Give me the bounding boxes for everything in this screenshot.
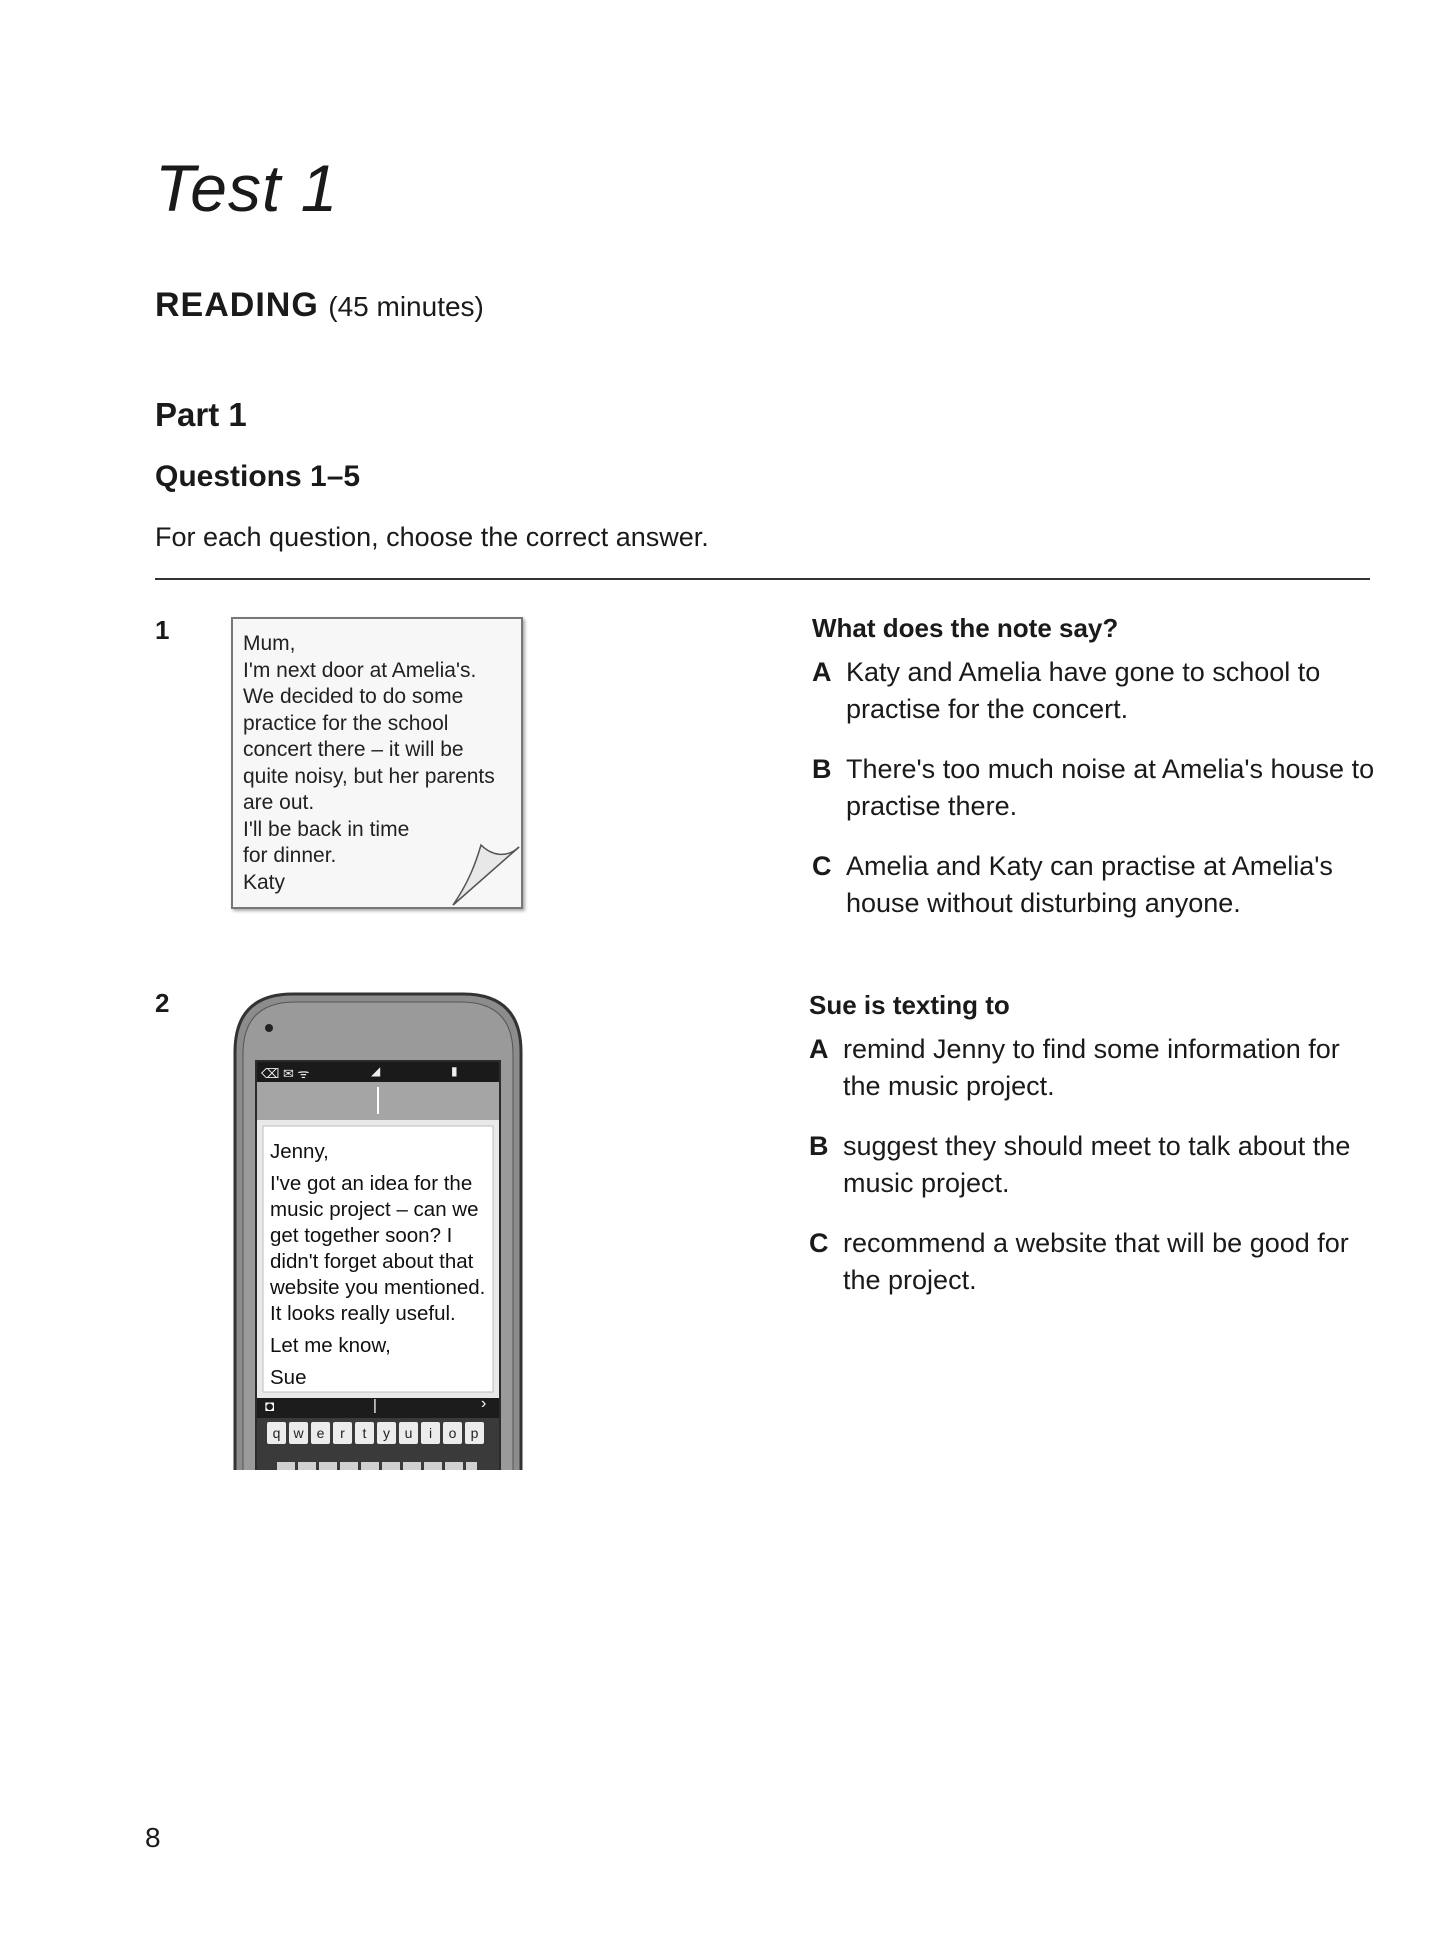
- text-message: [270, 1139, 485, 1391]
- message-line: music project – can we: [270, 1198, 479, 1221]
- keyboard-key: w: [289, 1422, 308, 1444]
- text-cursor-icon: |: [373, 1397, 377, 1414]
- note-card: [231, 617, 523, 909]
- mail-icon: ✉: [283, 1066, 294, 1081]
- note-line: I'm next door at Amelia's.: [243, 658, 477, 682]
- test-title: Test 1: [155, 151, 339, 225]
- note-line: We decided to do some: [243, 685, 464, 708]
- message-line: didn't forget about that: [270, 1250, 474, 1273]
- answer-option-b[interactable]: [812, 751, 1376, 825]
- option-letter: A: [809, 1034, 829, 1064]
- keyboard-key: t: [355, 1422, 374, 1444]
- page-number: 8: [145, 1822, 161, 1853]
- keyboard-key: o: [443, 1422, 462, 1444]
- answer-option-b[interactable]: [809, 1128, 1373, 1202]
- option-letter: C: [812, 851, 832, 881]
- option-text: Amelia and Katy can practise at Amelia's house without disturbing anyone.: [846, 851, 1333, 918]
- section-heading: [155, 286, 484, 325]
- divider: [155, 578, 1370, 580]
- message-line: Sue: [270, 1366, 307, 1389]
- note-line: are out.: [243, 791, 315, 814]
- message-line: I've got an idea for the: [270, 1172, 473, 1195]
- keyboard-row: [267, 1422, 484, 1444]
- section-time: (45 minutes): [328, 291, 484, 322]
- option-letter: A: [812, 657, 832, 687]
- message-line: It looks really useful.: [270, 1302, 456, 1325]
- wifi-icon: ᯤ: [297, 1066, 310, 1081]
- instruction: For each question, choose the correct answer.: [155, 522, 709, 552]
- page-curl-icon: [451, 837, 521, 907]
- message-line: Jenny,: [270, 1140, 329, 1163]
- keyboard-key: e: [311, 1422, 330, 1444]
- question-stem: Sue is texting to: [809, 990, 1010, 1020]
- keyboard-row-cropped: [277, 1448, 477, 1470]
- note-line: I'll be back in time: [243, 817, 410, 841]
- answer-option-c[interactable]: [809, 1225, 1373, 1299]
- delete-icon: ⌫: [261, 1066, 280, 1081]
- question-1-block: [812, 613, 1376, 922]
- keyboard-key: p: [465, 1422, 484, 1444]
- note-line: Katy: [243, 870, 286, 894]
- option-text: There's too much noise at Amelia's house to practise there.: [846, 754, 1375, 821]
- battery-icon: ▮: [451, 1064, 458, 1078]
- part-title: Part 1: [155, 396, 247, 433]
- keyboard-key: u: [399, 1422, 418, 1444]
- message-line: get together soon? I: [270, 1224, 453, 1247]
- camera-icon: ◘: [265, 1398, 275, 1415]
- send-chevron-icon: ›: [481, 1395, 487, 1412]
- status-icons: [261, 1064, 309, 1082]
- option-letter: B: [812, 754, 832, 784]
- keyboard-key: q: [267, 1422, 286, 1444]
- option-text: suggest they should meet to talk about the music project.: [843, 1131, 1351, 1198]
- signal-icon: ◢: [371, 1064, 381, 1078]
- phone-illustration: [233, 992, 523, 1470]
- answer-option-c[interactable]: [812, 848, 1376, 922]
- keyboard-key: y: [377, 1422, 396, 1444]
- option-letter: B: [809, 1131, 829, 1161]
- question-number: 1: [155, 615, 170, 645]
- question-2-block: [809, 990, 1373, 1299]
- note-line: concert there – it will be: [243, 738, 464, 761]
- section-title: READING: [155, 286, 319, 324]
- keyboard-key: i: [421, 1422, 440, 1444]
- keyboard-key: r: [333, 1422, 352, 1444]
- option-text: remind Jenny to find some information for the music project.: [843, 1034, 1340, 1101]
- note-line: Mum,: [243, 632, 296, 655]
- question-number: 2: [155, 988, 170, 1018]
- questions-range: Questions 1–5: [155, 460, 361, 493]
- message-line: website you mentioned.: [270, 1276, 486, 1299]
- note-line: for dinner.: [243, 844, 337, 867]
- answer-option-a[interactable]: [809, 1031, 1373, 1105]
- note-line: quite noisy, but her parents: [243, 764, 495, 788]
- note-line: practice for the school: [243, 711, 449, 735]
- option-text: recommend a website that will be good for the project.: [843, 1228, 1349, 1295]
- option-text: Katy and Amelia have gone to school to practise for the concert.: [846, 657, 1321, 724]
- message-line: Let me know,: [270, 1334, 391, 1357]
- option-letter: C: [809, 1228, 829, 1258]
- answer-option-a[interactable]: [812, 654, 1376, 728]
- question-stem: What does the note say?: [812, 613, 1119, 643]
